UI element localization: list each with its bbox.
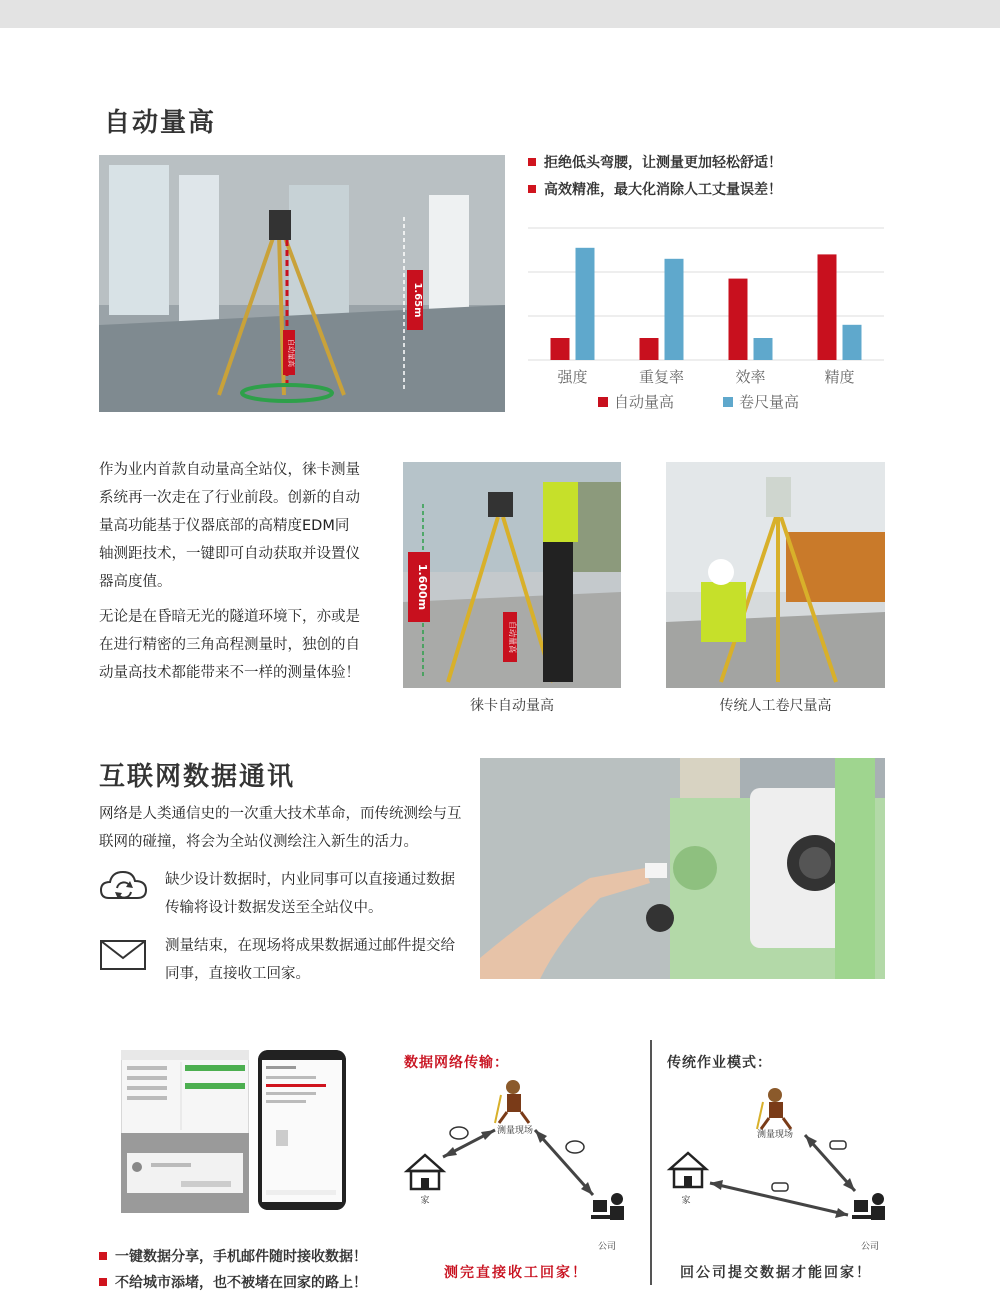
section-title-internet: 互联网数据通讯 — [99, 762, 296, 792]
comparison-bar-chart — [528, 220, 888, 415]
feature-text: 缺少设计数据时，内业同事可以直接通过数据传输将设计数据发送至全站仪中。 — [165, 872, 455, 916]
office-icon — [852, 1193, 885, 1220]
x-tick-label: 精度 — [824, 368, 855, 386]
bar-auto — [818, 254, 837, 360]
tablet-screenshot — [121, 1050, 249, 1145]
network-flow-title: 数据网络传输： — [404, 1055, 509, 1071]
photo-height-label: 1.65m — [412, 282, 423, 318]
site-label: 测量现场 — [756, 1130, 794, 1140]
bullet-item: 不给城市添堵，也不被堵在回家的路上！ — [99, 1272, 367, 1292]
traditional-flow-footer: 回公司提交数据才能回家！ — [680, 1265, 872, 1281]
x-tick-label: 效率 — [735, 368, 766, 386]
bullet-item: 高效精准，最大化消除人工丈量误差！ — [528, 179, 782, 199]
bar-auto — [551, 338, 570, 360]
x-tick-label: 重复率 — [638, 368, 685, 386]
internet-intro: 网络是人类通信史的一次重大技术革命，而传统测绘与互联网的碰撞，将会为全站仪测绘注入新生的活力。 — [99, 806, 462, 850]
total-station-closeup-photo — [480, 758, 885, 979]
tablet-dialog-screenshot — [121, 1133, 249, 1213]
auto-height-photo — [99, 155, 505, 412]
top-bar — [0, 0, 1000, 28]
mail-icon — [99, 932, 149, 976]
network-flow-footer: 测完直接收工回家！ — [444, 1265, 588, 1281]
tape-measure-photo — [666, 462, 885, 688]
site-label: 测量现场 — [496, 1126, 534, 1136]
office-label: 公司 — [597, 1242, 617, 1252]
network-flow-diagram — [395, 1075, 645, 1260]
x-tick-label: 强度 — [557, 368, 588, 386]
legend-swatch — [723, 397, 733, 407]
auto-height-para-1: 作为业内首款自动量高全站仪，徕卡测量系统再一次走在了行业前段。创新的自动量高功能基于仪器底部的高精度EDM同轴测距技术，一键即可自动获取并设置仪器高度值。 — [99, 462, 360, 590]
feature-item — [99, 866, 465, 922]
caption-leica: 徕卡自动量高 — [470, 698, 554, 714]
surveyor-icon — [495, 1080, 529, 1123]
bullet-item: 拒绝低头弯腰，让测量更加轻松舒适！ — [528, 152, 782, 172]
legend-label: 卷尺量高 — [739, 393, 800, 411]
bar-auto — [729, 279, 748, 360]
caption-tape: 传统人工卷尺量高 — [719, 698, 832, 714]
auto-height-para-2: 无论是在昏暗无光的隧道环境下，亦或是在进行精密的三角高程测量时，独创的自动量高技术都能带来不一样的测量体验！ — [99, 609, 360, 681]
legend-label: 自动量高 — [614, 393, 675, 411]
section-title-auto-height: 自动量高 — [104, 108, 217, 138]
home-icon — [670, 1153, 706, 1187]
feature-text: 测量结束，在现场将成果数据通过邮件提交给同事，直接收工回家。 — [165, 938, 455, 982]
traditional-flow-diagram — [660, 1075, 900, 1260]
bar-tape — [576, 248, 595, 360]
office-icon — [591, 1193, 624, 1220]
car-icon — [772, 1141, 846, 1191]
bar-tape — [754, 338, 773, 360]
cloud-sync-icon — [99, 866, 149, 910]
bar-tape — [665, 259, 684, 360]
bar-auto — [640, 338, 659, 360]
office-label: 公司 — [860, 1242, 880, 1252]
bar-tape — [843, 325, 862, 360]
home-label: 家 — [681, 1196, 691, 1206]
home-icon — [407, 1155, 443, 1189]
traditional-flow-title: 传统作业模式： — [667, 1055, 772, 1071]
photo-auto-label: 自动量高 — [287, 339, 295, 367]
divider — [650, 1040, 652, 1285]
phone-screenshot — [258, 1050, 346, 1210]
home-label: 家 — [420, 1196, 430, 1206]
leica-auto-height-photo — [403, 462, 621, 688]
photo2-height-label: 1.600m — [416, 563, 429, 611]
surveyor-icon — [757, 1088, 791, 1129]
legend-swatch — [598, 397, 608, 407]
feature-item — [99, 932, 465, 988]
photo2-auto-label: 自动量高 — [508, 621, 517, 653]
bullet-item: 一键数据分享，手机邮件随时接收数据！ — [99, 1246, 367, 1266]
